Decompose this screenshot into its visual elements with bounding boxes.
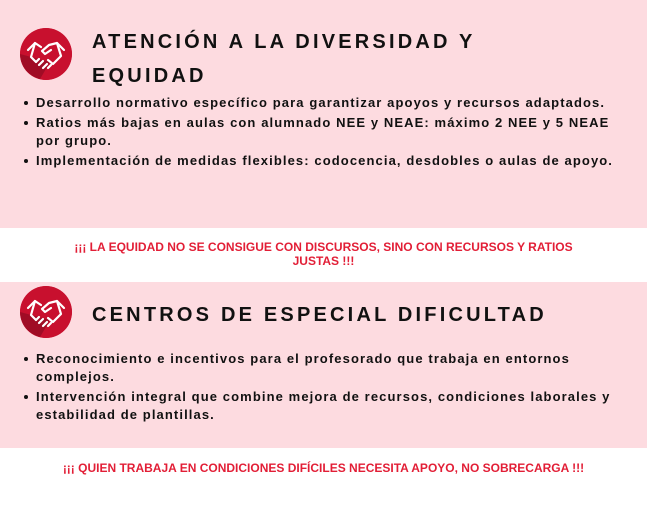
bullet-list bbox=[20, 350, 620, 426]
section-title: CENTROS DE ESPECIAL DIFICULTAD bbox=[92, 304, 547, 326]
list-item: Desarrollo normativo específico para garantizar apoyos y recursos adaptados. bbox=[20, 94, 620, 112]
list-item: Implementación de medidas flexibles: codocencia, desdobles o aulas de apoyo. bbox=[20, 152, 620, 170]
bullet-list bbox=[20, 94, 620, 172]
handshake-icon bbox=[20, 28, 72, 80]
list-item: Reconocimiento e incentivos para el profesorado que trabaja en entornos complejos. bbox=[20, 350, 620, 386]
list-item: Intervención integral que combine mejora de recursos, condiciones laborales y estabilidad de plantillas. bbox=[20, 388, 620, 424]
list-item: Ratios más bajas en aulas con alumnado NEE y NEAE: máximo 2 NEE y 5 NEAE por grupo. bbox=[20, 114, 620, 150]
slogan: ¡¡¡ LA EQUIDAD NO SE CONSIGUE CON DISCURSOS, SINO CON RECURSOS Y RATIOS JUSTAS !!! bbox=[74, 240, 573, 268]
section-title: ATENCIÓN A LA DIVERSIDAD Y EQUIDAD bbox=[92, 31, 476, 87]
handshake-icon bbox=[20, 286, 72, 338]
slogan: ¡¡¡ QUIEN TRABAJA EN CONDICIONES DIFÍCILES NECESITA APOYO, NO SOBRECARGA !!! bbox=[62, 461, 585, 475]
